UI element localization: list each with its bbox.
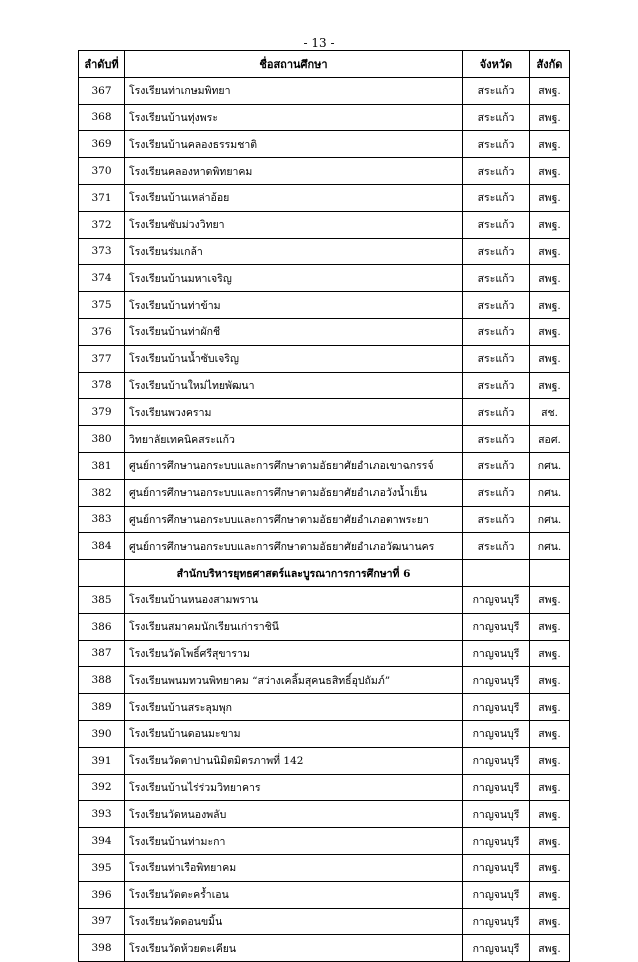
- table-row: [79, 694, 570, 721]
- table-row: [79, 131, 570, 158]
- school-name-cell: โรงเรียนบ้านน้ำซับเจริญ: [125, 345, 463, 372]
- affiliation-cell: สพฐ.: [530, 881, 570, 908]
- province-cell: สระแก้ว: [463, 265, 530, 292]
- school-name-cell: โรงเรียนบ้านท่าผักชี: [125, 318, 463, 345]
- affiliation-cell: สพฐ.: [530, 667, 570, 694]
- province-cell: กาญจนบุรี: [463, 828, 530, 855]
- table-row: [79, 613, 570, 640]
- affiliation-cell: สพฐ.: [530, 935, 570, 962]
- row-number-cell: 390: [79, 720, 125, 747]
- school-name-cell: ศูนย์การศึกษานอกระบบและการศึกษาตามอัธยาศัยอำเภอวัฒนานคร: [125, 533, 463, 560]
- table-row: [79, 184, 570, 211]
- row-number-cell: 393: [79, 801, 125, 828]
- table-row: [79, 908, 570, 935]
- affiliation-cell: สพฐ.: [530, 158, 570, 185]
- row-number-cell: 395: [79, 854, 125, 881]
- province-cell: กาญจนบุรี: [463, 613, 530, 640]
- province-cell: กาญจนบุรี: [463, 720, 530, 747]
- row-number-cell: 373: [79, 238, 125, 265]
- affiliation-cell: สพฐ.: [530, 747, 570, 774]
- row-number-cell: 374: [79, 265, 125, 292]
- affiliation-cell: กศน.: [530, 452, 570, 479]
- school-name-cell: โรงเรียนบ้านคลองธรรมชาติ: [125, 131, 463, 158]
- row-number-cell: 392: [79, 774, 125, 801]
- school-name-cell: โรงเรียนบ้านทุ่งพระ: [125, 104, 463, 131]
- row-number-cell: 369: [79, 131, 125, 158]
- row-number-cell: 370: [79, 158, 125, 185]
- header-affiliation: สังกัด: [530, 51, 570, 78]
- row-number-cell: 378: [79, 372, 125, 399]
- table-row: [79, 828, 570, 855]
- affiliation-cell: สพฐ.: [530, 131, 570, 158]
- row-number-cell: 398: [79, 935, 125, 962]
- province-cell: สระแก้ว: [463, 426, 530, 453]
- province-cell: สระแก้ว: [463, 318, 530, 345]
- row-number-cell: 389: [79, 694, 125, 721]
- row-number-cell: 380: [79, 426, 125, 453]
- table-row: [79, 158, 570, 185]
- table-row: [79, 77, 570, 104]
- header-school-name: ชื่อสถานศึกษา: [125, 51, 463, 78]
- province-cell: กาญจนบุรี: [463, 881, 530, 908]
- table-row: [79, 747, 570, 774]
- province-cell: กาญจนบุรี: [463, 640, 530, 667]
- table-row: [79, 640, 570, 667]
- school-name-cell: โรงเรียนท่าเกษมพิทยา: [125, 77, 463, 104]
- affiliation-cell: กศน.: [530, 479, 570, 506]
- table-row: [79, 586, 570, 613]
- affiliation-cell: สพฐ.: [530, 318, 570, 345]
- table-header-row: [79, 51, 570, 78]
- affiliation-cell: สพฐ.: [530, 640, 570, 667]
- school-name-cell: โรงเรียนคลองหาดพิทยาคม: [125, 158, 463, 185]
- table-row: [79, 345, 570, 372]
- province-cell: กาญจนบุรี: [463, 586, 530, 613]
- province-cell: สระแก้ว: [463, 452, 530, 479]
- province-cell: สระแก้ว: [463, 506, 530, 533]
- table-row: [79, 426, 570, 453]
- table-row: [79, 801, 570, 828]
- affiliation-cell: กศน.: [530, 533, 570, 560]
- row-number-cell: 383: [79, 506, 125, 533]
- row-number-cell: 388: [79, 667, 125, 694]
- table-body-after-section: [79, 586, 570, 961]
- table-row: [79, 372, 570, 399]
- affiliation-cell: สพฐ.: [530, 104, 570, 131]
- province-cell: กาญจนบุรี: [463, 908, 530, 935]
- affiliation-cell: สพฐ.: [530, 265, 570, 292]
- school-name-cell: โรงเรียนร่มเกล้า: [125, 238, 463, 265]
- school-name-cell: โรงเรียนวัดดอนขมิ้น: [125, 908, 463, 935]
- school-name-cell: วิทยาลัยเทคนิคสระแก้ว: [125, 426, 463, 453]
- affiliation-cell: สช.: [530, 399, 570, 426]
- row-number-cell: 382: [79, 479, 125, 506]
- row-number-cell: 387: [79, 640, 125, 667]
- province-cell: กาญจนบุรี: [463, 694, 530, 721]
- table-row: [79, 854, 570, 881]
- row-number-cell: 396: [79, 881, 125, 908]
- school-name-cell: โรงเรียนบ้านมหาเจริญ: [125, 265, 463, 292]
- row-number-cell: 372: [79, 211, 125, 238]
- school-name-cell: โรงเรียนบ้านใหม่ไทยพัฒนา: [125, 372, 463, 399]
- school-name-cell: โรงเรียนวัดหนองพลับ: [125, 801, 463, 828]
- province-cell: กาญจนบุรี: [463, 854, 530, 881]
- province-cell: สระแก้ว: [463, 158, 530, 185]
- section-row: [79, 560, 570, 587]
- school-name-cell: โรงเรียนพวงคราม: [125, 399, 463, 426]
- table-row: [79, 104, 570, 131]
- school-name-cell: ศูนย์การศึกษานอกระบบและการศึกษาตามอัธยาศัยอำเภอตาพระยา: [125, 506, 463, 533]
- section-blank-cell: [79, 560, 125, 587]
- table-row: [79, 774, 570, 801]
- row-number-cell: 386: [79, 613, 125, 640]
- table-row: [79, 881, 570, 908]
- school-name-cell: ศูนย์การศึกษานอกระบบและการศึกษาตามอัธยาศัยอำเภอวังน้ำเย็น: [125, 479, 463, 506]
- row-number-cell: 367: [79, 77, 125, 104]
- affiliation-cell: สพฐ.: [530, 854, 570, 881]
- row-number-cell: 375: [79, 292, 125, 319]
- row-number-cell: 371: [79, 184, 125, 211]
- section-blank-cell: [530, 560, 570, 587]
- province-cell: สระแก้ว: [463, 479, 530, 506]
- school-name-cell: โรงเรียนบ้านท่ามะกา: [125, 828, 463, 855]
- table-body-before-section: [79, 77, 570, 559]
- affiliation-cell: สพฐ.: [530, 720, 570, 747]
- section-blank-cell: [463, 560, 530, 587]
- section-header: [79, 560, 570, 587]
- province-cell: สระแก้ว: [463, 345, 530, 372]
- row-number-cell: 377: [79, 345, 125, 372]
- table-row: [79, 667, 570, 694]
- row-number-cell: 379: [79, 399, 125, 426]
- province-cell: สระแก้ว: [463, 184, 530, 211]
- province-cell: สระแก้ว: [463, 238, 530, 265]
- province-cell: กาญจนบุรี: [463, 935, 530, 962]
- header-province: จังหวัด: [463, 51, 530, 78]
- province-cell: สระแก้ว: [463, 533, 530, 560]
- province-cell: สระแก้ว: [463, 211, 530, 238]
- school-name-cell: โรงเรียนท่าเรือพิทยาคม: [125, 854, 463, 881]
- school-name-cell: โรงเรียนบ้านไร่ร่วมวิทยาคาร: [125, 774, 463, 801]
- province-cell: สระแก้ว: [463, 77, 530, 104]
- province-cell: สระแก้ว: [463, 372, 530, 399]
- table-row: [79, 935, 570, 962]
- province-cell: กาญจนบุรี: [463, 774, 530, 801]
- province-cell: สระแก้ว: [463, 292, 530, 319]
- table-row: [79, 211, 570, 238]
- affiliation-cell: สพฐ.: [530, 372, 570, 399]
- school-name-cell: ศูนย์การศึกษานอกระบบและการศึกษาตามอัธยาศัยอำเภอเขาฉกรรจ์: [125, 452, 463, 479]
- table-row: [79, 452, 570, 479]
- affiliation-cell: สพฐ.: [530, 774, 570, 801]
- affiliation-cell: สพฐ.: [530, 292, 570, 319]
- school-name-cell: โรงเรียนวัดตาปานนิมิตมิตรภาพที่ 142: [125, 747, 463, 774]
- affiliation-cell: สพฐ.: [530, 828, 570, 855]
- affiliation-cell: สพฐ.: [530, 77, 570, 104]
- school-name-cell: โรงเรียนสมาคมนักเรียนเก่าราชินี: [125, 613, 463, 640]
- table-row: [79, 533, 570, 560]
- table-row: [79, 399, 570, 426]
- affiliation-cell: กศน.: [530, 506, 570, 533]
- school-name-cell: โรงเรียนวัดห้วยตะเคียน: [125, 935, 463, 962]
- row-number-cell: 394: [79, 828, 125, 855]
- affiliation-cell: สพฐ.: [530, 613, 570, 640]
- affiliation-cell: สพฐ.: [530, 238, 570, 265]
- row-number-cell: 381: [79, 452, 125, 479]
- row-number-cell: 385: [79, 586, 125, 613]
- affiliation-cell: สพฐ.: [530, 908, 570, 935]
- school-name-cell: โรงเรียนบ้านท่าข้าม: [125, 292, 463, 319]
- affiliation-cell: สพฐ.: [530, 345, 570, 372]
- table-row: [79, 265, 570, 292]
- province-cell: กาญจนบุรี: [463, 747, 530, 774]
- header-no: ลำดับที่: [79, 51, 125, 78]
- table-row: [79, 720, 570, 747]
- table-row: [79, 318, 570, 345]
- row-number-cell: 376: [79, 318, 125, 345]
- row-number-cell: 384: [79, 533, 125, 560]
- school-name-cell: โรงเรียนซับม่วงวิทยา: [125, 211, 463, 238]
- province-cell: กาญจนบุรี: [463, 801, 530, 828]
- affiliation-cell: สพฐ.: [530, 694, 570, 721]
- province-cell: สระแก้ว: [463, 104, 530, 131]
- school-name-cell: โรงเรียนบ้านเหล่าอ้อย: [125, 184, 463, 211]
- province-cell: สระแก้ว: [463, 399, 530, 426]
- table-row: [79, 238, 570, 265]
- province-cell: สระแก้ว: [463, 131, 530, 158]
- school-name-cell: โรงเรียนบ้านสระลุมพุก: [125, 694, 463, 721]
- school-name-cell: โรงเรียนวัดโพธิ์ศรีสุขาราม: [125, 640, 463, 667]
- affiliation-cell: สพฐ.: [530, 211, 570, 238]
- school-list-table: [78, 50, 570, 962]
- row-number-cell: 368: [79, 104, 125, 131]
- affiliation-cell: สอศ.: [530, 426, 570, 453]
- table-row: [79, 292, 570, 319]
- province-cell: กาญจนบุรี: [463, 667, 530, 694]
- school-name-cell: โรงเรียนบ้านหนองสามพราน: [125, 586, 463, 613]
- affiliation-cell: สพฐ.: [530, 801, 570, 828]
- page-number: - 13 -: [303, 36, 335, 50]
- section-title: สำนักบริหารยุทธศาสตร์และบูรณาการการศึกษาที่ 6: [125, 560, 463, 587]
- school-name-cell: โรงเรียนพนมทวนพิทยาคม “สว่างเคลิ้มสุคนธสิทธิ์อุปถัมภ์”: [125, 667, 463, 694]
- school-name-cell: โรงเรียนบ้านดอนมะขาม: [125, 720, 463, 747]
- affiliation-cell: สพฐ.: [530, 586, 570, 613]
- school-name-cell: โรงเรียนวัดตะคร้ำเอน: [125, 881, 463, 908]
- table-row: [79, 479, 570, 506]
- row-number-cell: 397: [79, 908, 125, 935]
- row-number-cell: 391: [79, 747, 125, 774]
- affiliation-cell: สพฐ.: [530, 184, 570, 211]
- table-row: [79, 506, 570, 533]
